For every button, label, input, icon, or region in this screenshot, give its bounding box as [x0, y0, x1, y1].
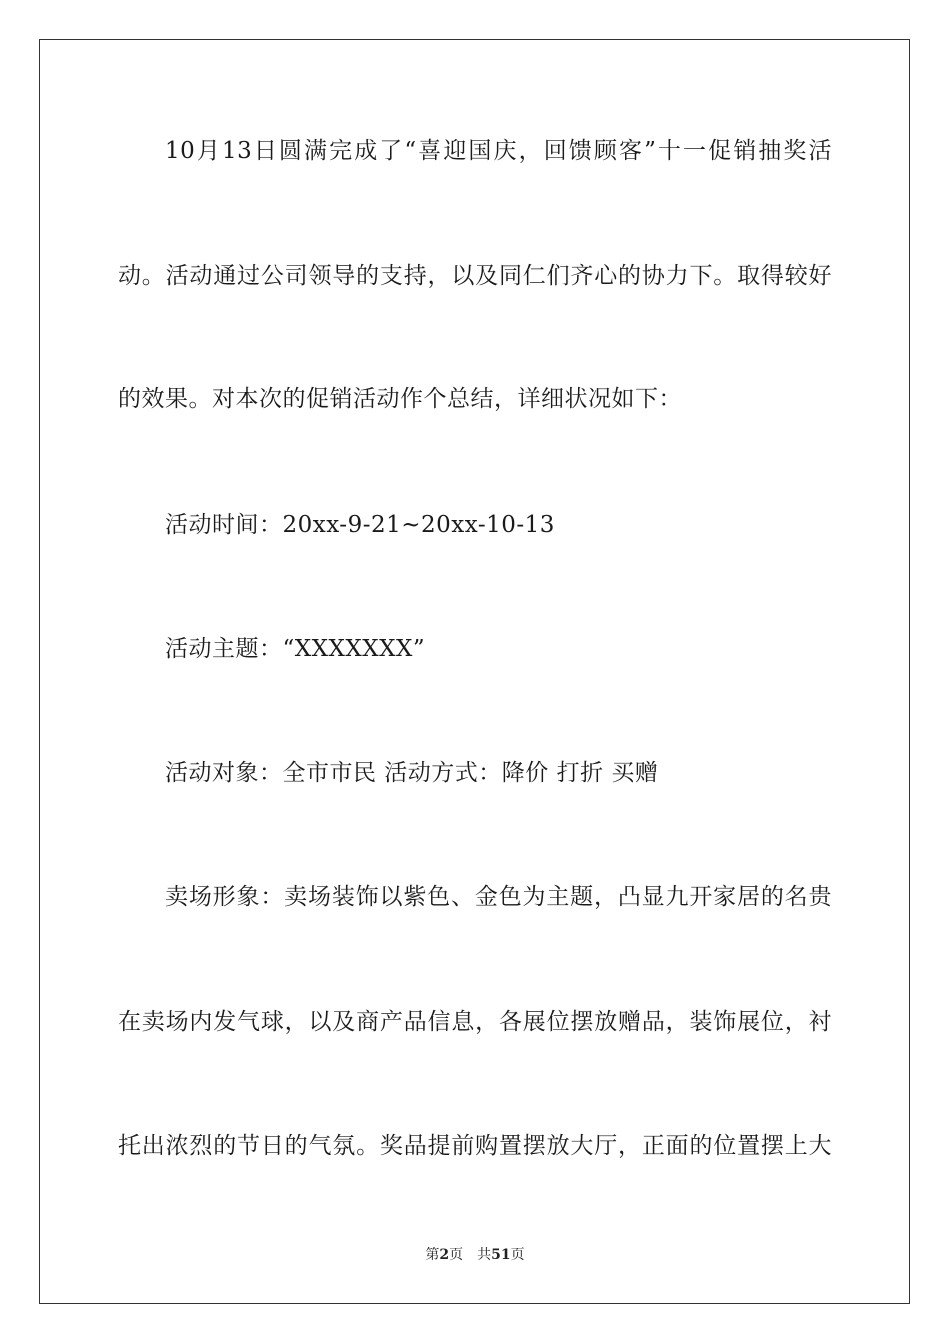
footer-page-unit: 页	[449, 1247, 464, 1263]
page-border	[39, 39, 910, 1304]
footer-page-total: 51	[491, 1247, 511, 1263]
footer-total-unit: 页	[510, 1247, 525, 1263]
store-image-line-3: 托出浓烈的节日的气氛。奖品提前购置摆放大厅，正面的位置摆上大	[118, 1133, 832, 1159]
store-image-line-1: 卖场形象：卖场装饰以紫色、金色为主题，凸显九开家居的名贵	[165, 884, 832, 910]
footer-total-prefix: 共	[477, 1247, 492, 1263]
store-image-line-2: 在卖场内发气球，以及商产品信息，各展位摆放赠品，装饰展位，衬	[118, 1009, 832, 1035]
page-footer	[0, 1246, 950, 1264]
paragraph-1-line-1: 10月13日圆满完成了“喜迎国庆，回馈顾客”十一促销抽奖活	[165, 138, 832, 164]
paragraph-1-line-3: 的效果。对本次的促销活动作个总结，详细状况如下：	[118, 386, 682, 412]
footer-page-current: 2	[439, 1247, 450, 1263]
activity-theme-line: 活动主题：“XXXXXXX”	[165, 636, 426, 662]
activity-target-line: 活动对象：全市市民 活动方式：降价 打折 买赠	[165, 760, 659, 786]
footer-page-prefix: 第	[425, 1247, 440, 1263]
activity-time-line: 活动时间：20xx-9-21~20xx-10-13	[165, 512, 555, 538]
paragraph-1-line-2: 动。活动通过公司领导的支持，以及同仁们齐心的协力下。取得较好	[118, 263, 832, 289]
